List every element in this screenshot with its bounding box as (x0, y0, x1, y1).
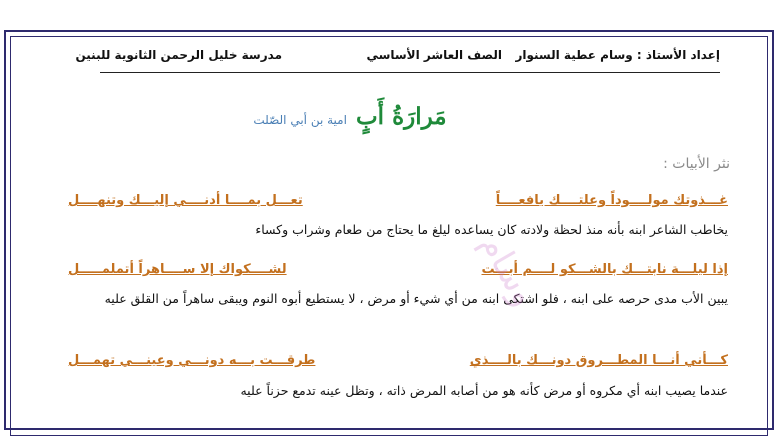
verse-second-hemistich: طرقـــت بـــه دونـــي وعينـــي تهمـــل (68, 353, 316, 368)
verse-second-hemistich: تعـــل بمــــا أدنــــي إليـــك وتنهــــل (68, 193, 303, 208)
verse-second-hemistich: لشــــكواك إلا ســــاهراً أتملمـــــل (68, 262, 287, 277)
verse-first-hemistich: إذا ليلـــة نابتـــك بالشـــكو لــــم أبـــت (481, 262, 728, 277)
verse-explanation: يخاطب الشاعر ابنه بأنه منذ لحظة ولادته كان يساعده ليلغ ما يحتاج من طعام وشراب وكساء (255, 222, 728, 237)
verse-explanation: يبين الأب مدى حرصه على ابنه ، فلو اشتكى ابنه من أي شيء أو مرض ، لا يستطيع أبوه النوم ويبقى ساهراً من القلق عليه (104, 291, 728, 306)
verse-first-hemistich: كـــأني أنـــا المطـــروق دونـــك بالــــذي (469, 353, 728, 368)
title-row (200, 103, 500, 137)
header-grade: الصف العاشر الأساسي (366, 48, 502, 62)
poem-title: مَرارَةُ أَبٍ (356, 103, 447, 130)
verse-first-hemistich: غـــذوتك مولــــوداً وعلتــــك يافعــــاً (495, 193, 728, 208)
poet-name: امية بن أبي الصّلت (253, 113, 347, 127)
document-header (75, 46, 720, 68)
watermark: وسام (471, 226, 545, 314)
verse-line (68, 353, 728, 375)
verse-line (68, 262, 728, 284)
header-author: إعداد الأستاذ : وسام عطية السنوار (515, 48, 720, 62)
verse-explanation: عندما يصيب ابنه أي مكروه أو مرض كأنه هو من أصابه المرض ذاته ، وتظل عينه تدمع حزناً عليه (240, 383, 728, 398)
section-label: نثر الأبيات : (663, 156, 730, 172)
verse-line (68, 193, 728, 215)
header-school: مدرسة خليل الرحمن الثانوية للبنين (75, 48, 282, 62)
header-divider (100, 72, 720, 73)
